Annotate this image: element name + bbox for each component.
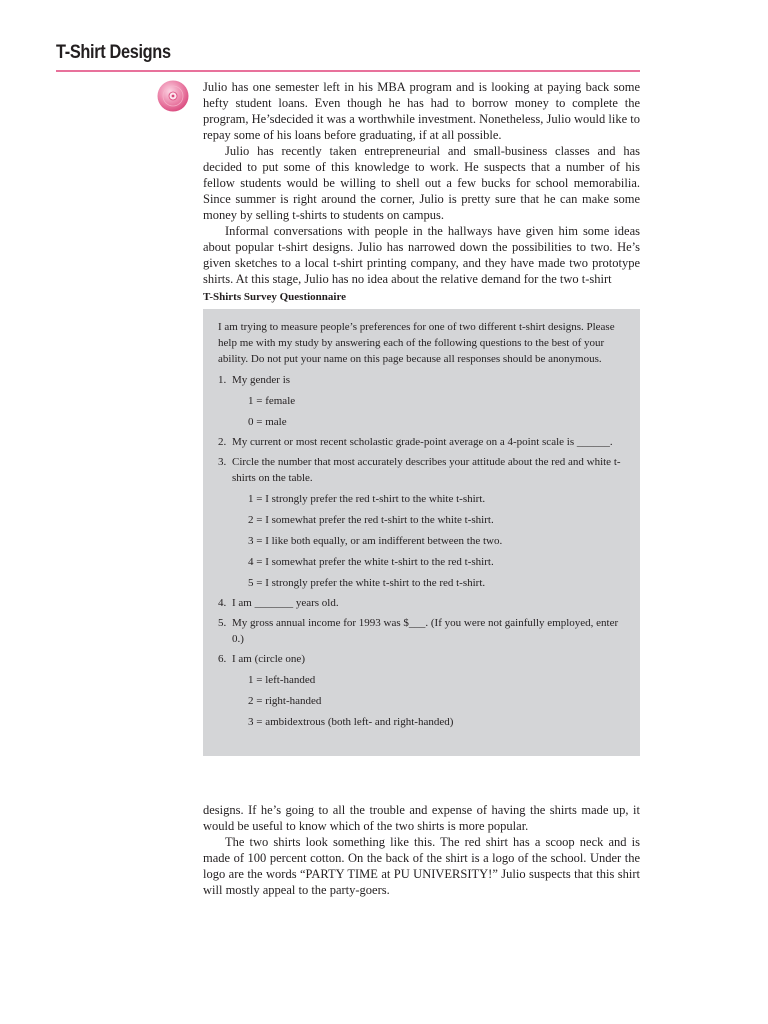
answer-option: 4 = I somewhat prefer the white t-shirt to the red t-shirt. [248,556,494,568]
answer-option: 1 = female [248,395,296,407]
cd-disc-icon [157,80,189,112]
paragraph: Julio has recently taken entrepreneurial and small-business classes and has decided to put some of this knowledge to work. He suspects that a number of his fellow students would be willing to shell out a few bucks for school memorabilia. Since summer is right around the corner, Julio is pretty sure that he can make some money by selling t-shirts to students on campus. [203,144,640,222]
question-2 [218,434,623,450]
answer-option: 2 = I somewhat prefer the red t-shirt to the white t-shirt. [248,514,494,526]
question-text: I am (circle one) [232,653,305,665]
question-6 [218,651,623,667]
questionnaire-intro: I am trying to measure people’s preferences for one of two different t-shirt designs. Please help me with my study by answering each of the following questions to the best of your ability. Do not put your name on this page because all responses should be anonymous. [218,321,615,365]
answer-option: 1 = I strongly prefer the red t-shirt to the white t-shirt. [248,493,486,505]
answer-option: 3 = I like both equally, or am indifferent between the two. [248,535,503,547]
question-number: 1. [218,374,227,386]
title-divider [56,70,640,72]
page-title: T-Shirt Designs [56,42,171,63]
answer-option: 5 = I strongly prefer the white t-shirt to the red t-shirt. [248,577,486,589]
answer-option: 3 = ambidextrous (both left- and right-handed) [248,716,454,728]
question-number: 5. [218,617,227,629]
questionnaire-box [203,309,640,756]
question-text: I am _______ years old. [232,597,339,609]
question-number: 6. [218,653,227,665]
intro-text-block [203,79,640,286]
continued-text-block [203,802,640,898]
question-text: My gender is [232,374,291,386]
question-text: Circle the number that most accurately describes your attitude about the red and white t-shirts on the table. [232,456,621,484]
answer-option: 2 = right-handed [248,695,322,707]
paragraph: The two shirts look something like this. The red shirt has a scoop neck and is made of 100 percent cotton. On the back of the shirt is a logo of the school. Under the logo are the words “PARTY TIME at PU UNIVERSITY!” Julio suspects that this shirt will mostly appeal to the party-goers. [203,835,640,897]
question-number: 3. [218,456,227,468]
question-text: My current or most recent scholastic grade-point average on a 4-point scale is ______. [232,436,613,448]
question-3 [218,454,623,486]
question-number: 2. [218,436,227,448]
question-1 [218,372,623,388]
question-text: My gross annual income for 1993 was $___. (If you were not gainfully employed, enter 0.) [232,617,619,645]
question-5 [218,615,623,647]
answer-option: 1 = left-handed [248,674,316,686]
paragraph: Informal conversations with people in the hallways have given him some ideas about popular t-shirt designs. Julio has narrowed down the possibilities to two. He’s given sketches to a local t-shirt printing company, and they have made two prototype shirts. At this stage, Julio has no idea about the relative demand for the two t-shirt [203,224,640,286]
question-4 [218,595,623,611]
paragraph: designs. If he’s going to all the trouble and expense of having the shirts made up, it would be useful to know which of the two shirts is more popular. [203,803,640,833]
answer-option: 0 = male [248,416,287,428]
paragraph: Julio has one semester left in his MBA program and is looking at paying back some hefty student loans. Even though he has had to borrow money to complete the program, He’sdecided it was a worthwhile investment. Nonetheless, Julio would like to repay some of his loans before graduating, if at all possible. [203,80,640,142]
questionnaire-heading: T-Shirts Survey Questionnaire [203,291,347,303]
question-number: 4. [218,597,227,609]
